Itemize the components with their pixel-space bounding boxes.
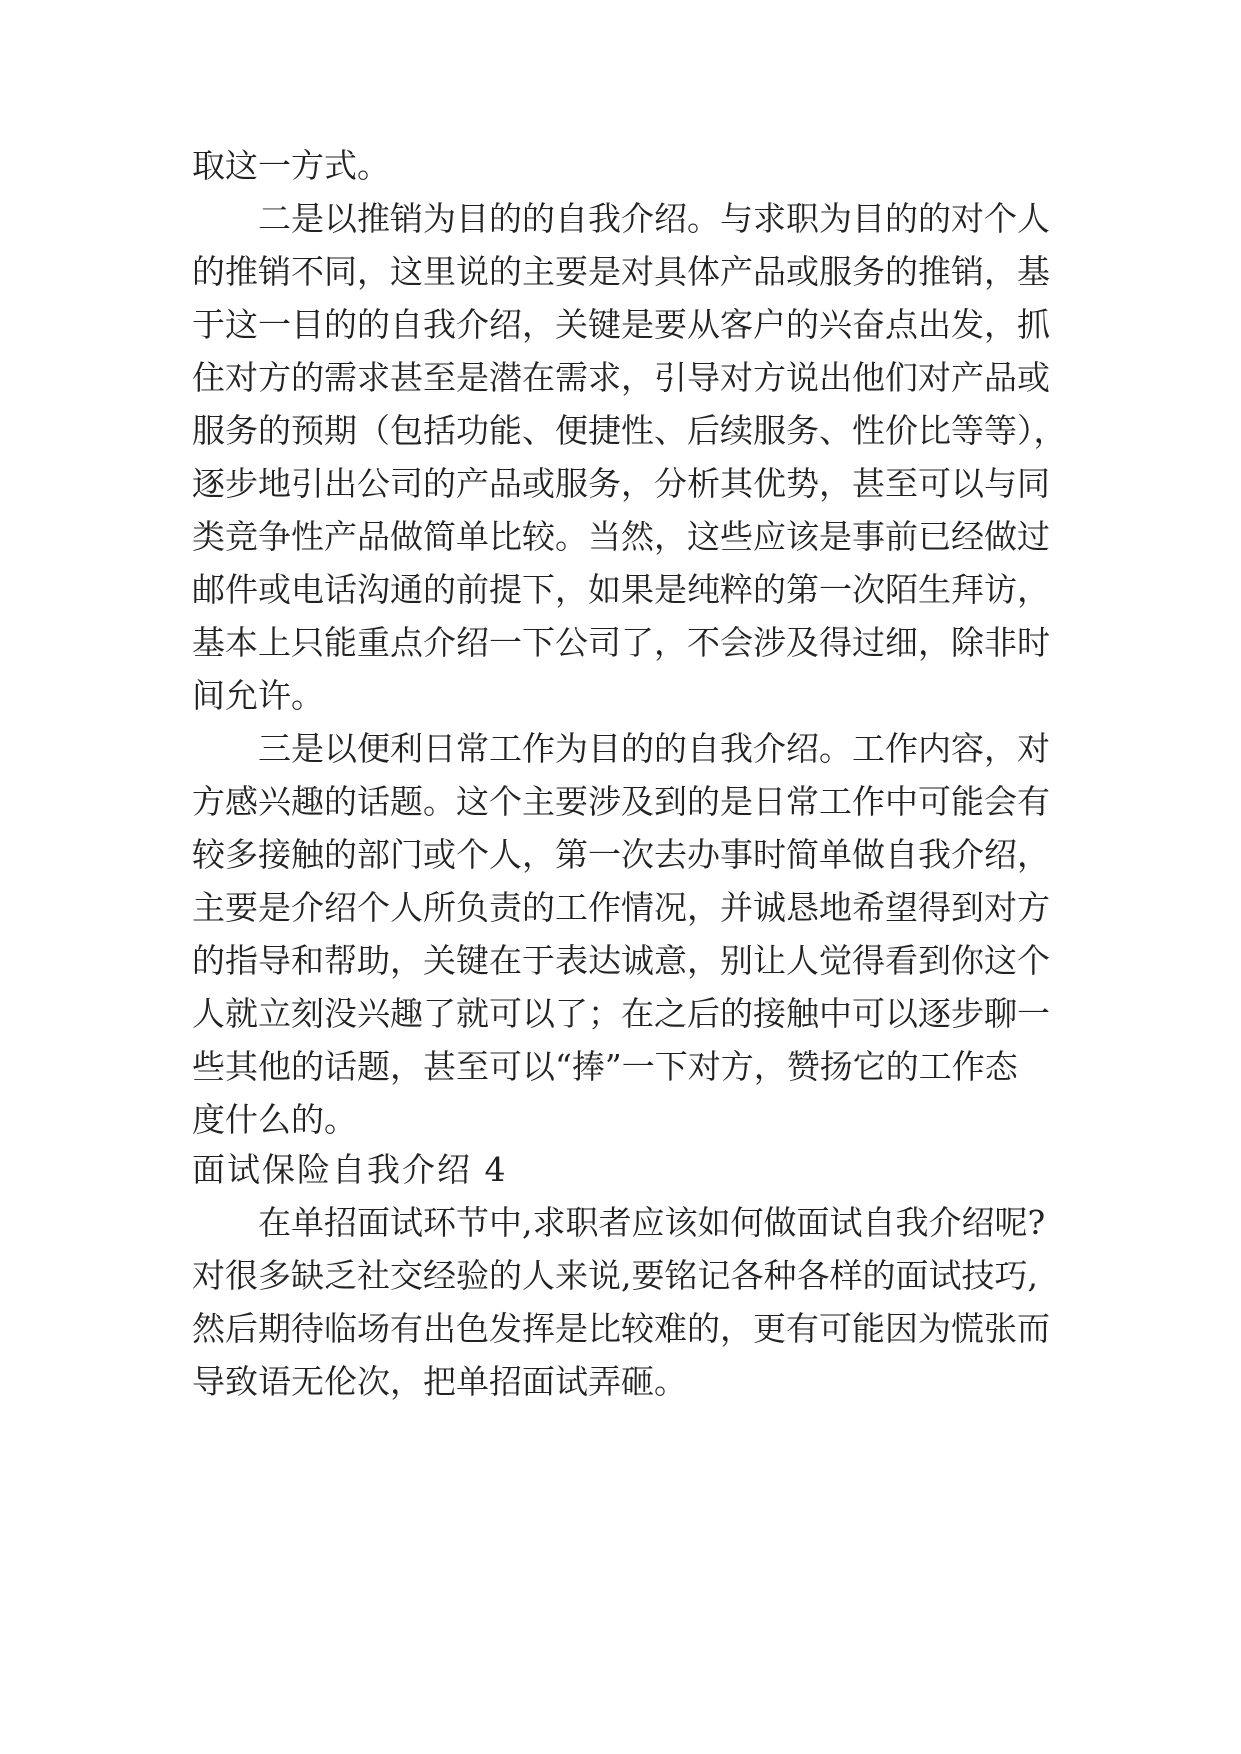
text-line: 取这一方式。 — [192, 146, 390, 185]
text-line: 的推销不同，这里说的主要是对具体产品或服务的推销，基 — [192, 252, 1050, 291]
text-line: 人就立刻没兴趣了就可以了；在之后的接触中可以逐步聊一 — [192, 994, 1050, 1033]
text-line: 二是以推销为目的的自我介绍。与求职为目的的对个人 — [258, 199, 1050, 238]
text-line: 较多接触的部门或个人，第一次去办事时简单做自我介绍， — [192, 835, 1050, 874]
text-line: 导致语无伦次，把单招面试弄砸。 — [192, 1362, 687, 1401]
text-line: 逐步地引出公司的产品或服务，分析其优势，甚至可以与同 — [192, 464, 1050, 503]
text-line: 服务的预期（包括功能、便捷性、后续服务、性价比等等）， — [192, 411, 1067, 450]
text-line: 然后期待临场有出色发挥是比较难的，更有可能因为慌张而 — [192, 1309, 1050, 1348]
text-line: 邮件或电话沟通的前提下，如果是纯粹的第一次陌生拜访， — [192, 570, 1050, 609]
text-line: 度什么的。 — [192, 1100, 357, 1139]
section-heading: 面试保险自我介绍 4 — [192, 1150, 508, 1189]
text-line: 三是以便利日常工作为目的的自我介绍。工作内容，对 — [258, 729, 1050, 768]
text-line: 基本上只能重点介绍一下公司了，不会涉及得过细，除非时 — [192, 623, 1050, 662]
text-line: 主要是介绍个人所负责的工作情况，并诚恳地希望得到对方 — [192, 888, 1050, 927]
text-line: 的指导和帮助，关键在于表达诚意，别让人觉得看到你这个 — [192, 941, 1050, 980]
text-line: 于这一目的的自我介绍，关键是要从客户的兴奋点出发，抓 — [192, 305, 1050, 344]
text-line: 类竞争性产品做简单比较。当然，这些应该是事前已经做过 — [192, 517, 1050, 556]
text-line: 在单招面试环节中,求职者应该如何做面试自我介绍呢? — [258, 1203, 1046, 1242]
text-line: 对很多缺乏社交经验的人来说,要铭记各种各样的面试技巧, — [192, 1256, 1038, 1295]
text-line: 些其他的话题，甚至可以“捧”一下对方，赞扬它的工作态 — [192, 1047, 1018, 1086]
text-line: 间允许。 — [192, 676, 324, 715]
text-line: 方感兴趣的话题。这个主要涉及到的是日常工作中可能会有 — [192, 782, 1050, 821]
text-line: 住对方的需求甚至是潜在需求，引导对方说出他们对产品或 — [192, 358, 1050, 397]
